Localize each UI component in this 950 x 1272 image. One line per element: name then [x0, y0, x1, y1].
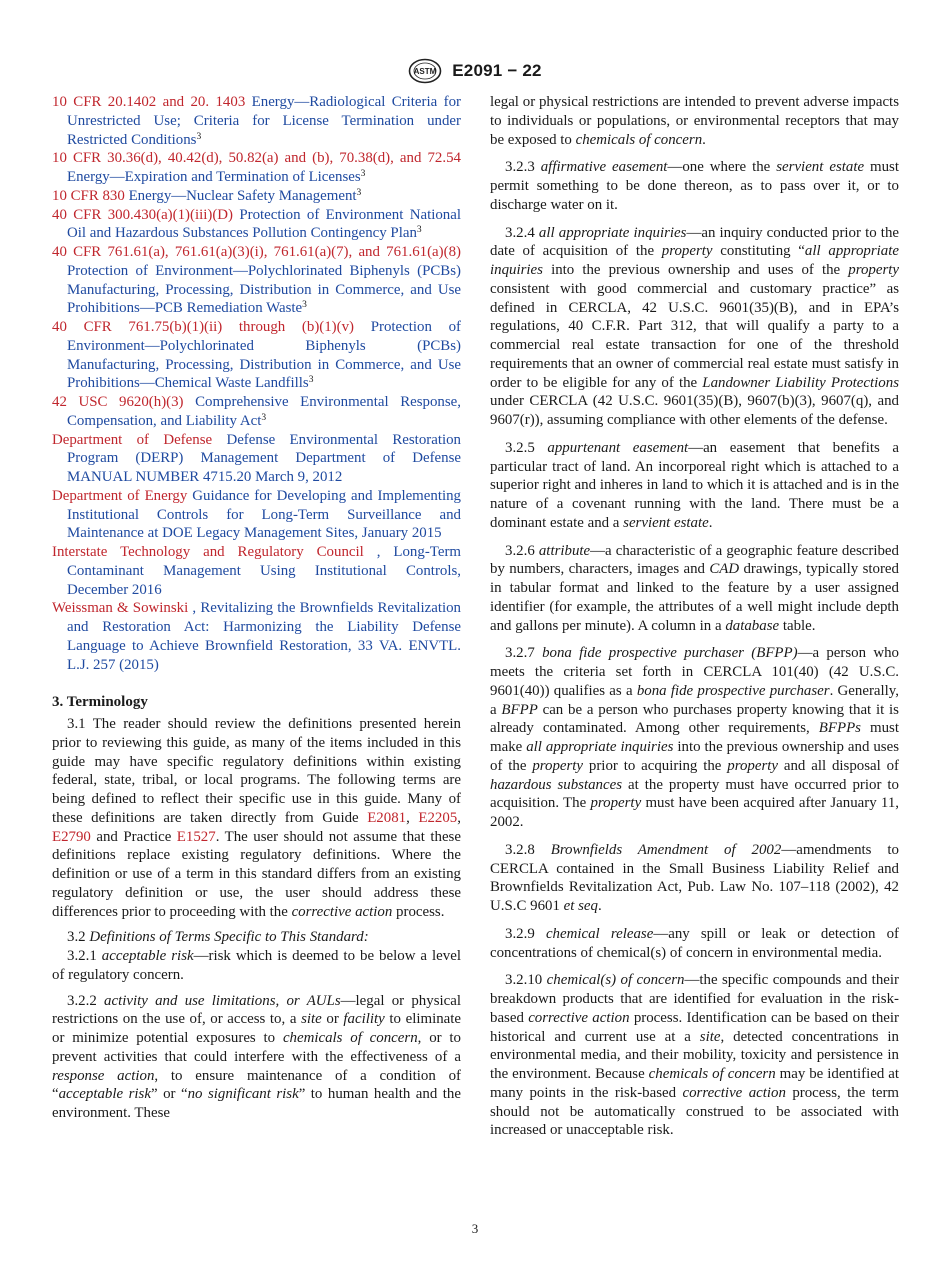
text-run: ” to human health and the environment. These	[52, 1086, 461, 1121]
italic-term: bona fide prospective purchaser	[636, 682, 830, 699]
text-run: to eliminate or minimize potential exposures to	[52, 1011, 462, 1046]
definition-3-2-2-continued	[490, 93, 899, 149]
reference-citation: Interstate Technology and Regulatory Council	[52, 544, 364, 560]
text-run: 3.2.4	[505, 224, 535, 241]
italic-term: bona fide prospective purchaser (BFPP)	[542, 645, 798, 662]
text-run: must have been acquired after January 11, 2002.	[490, 795, 899, 830]
footnote-marker: 3	[360, 169, 366, 179]
text-run: drawings, typically stored in tabular format and linked to the feature by a user assigned identifier (for example, the attributes of a well might include depth and gallons per minute). A column in a	[490, 561, 899, 634]
text-run: . The user should not assume that these definitions replace existing regulatory definitions. Where the definition or use of a term in this standard differs from an existing regulatory definition or use, the user should address these differences prior to proceeding with the	[52, 828, 461, 920]
text-run: can be a person who purchases property knowing that it is already contaminated. Among other requirements,	[490, 701, 899, 737]
reference-link[interactable]: Protection of Environment National Oil and Hazardous Substances Pollution Contingency Plan	[67, 206, 461, 242]
text-run: —any spill or leak or detection of concentrations of chemical(s) of concern in environmental media.	[490, 925, 899, 961]
text-run: table.	[782, 617, 816, 634]
reference-citation: 10 CFR 30.36(d), 40.42(d), 50.82(a) and (b), 70.38(d), and 72.54	[52, 150, 461, 167]
italic-term: BFPPs	[818, 720, 861, 737]
reference-citation: Department of Energy	[52, 487, 188, 504]
italic-term: attribute	[538, 542, 591, 559]
italic-term: CAD	[709, 561, 740, 578]
reference-item	[52, 243, 461, 318]
italic-term: all appropriate inquiries	[490, 243, 899, 278]
text-run: —legal or physical restrictions on the use of, or access to, a	[52, 992, 461, 1028]
reference-link[interactable]: Protection of Environment—Polychlorinated Biphenyls (PCBs) Manufacturing, Processing, Distribution in Commerce, and Use Prohibitions—Chemical Waste Landfills	[67, 319, 461, 392]
text-run: 3.2	[67, 929, 86, 946]
reference-link[interactable]: , Revitalizing the Brownfields Revitalization and Restoration Act: Harmonizing the Liability Defense Language to Achieve Brownfield Restoration, 33 VA. ENVTL. L.J. 257 (2015)	[67, 600, 461, 673]
text-run: , or to prevent activities that could interfere with the effectiveness of a	[52, 1030, 461, 1065]
text-run: and all disposal of	[783, 757, 899, 774]
italic-term: acceptable risk	[101, 948, 194, 964]
italic-term: property	[532, 757, 584, 774]
left-column	[52, 93, 461, 1123]
reference-citation: 40 CFR 300.430(a)(1)(iii)(D)	[52, 206, 233, 223]
italic-term: servient estate	[623, 514, 709, 531]
reference-item	[52, 318, 461, 393]
reference-citation: 10 CFR 830	[52, 187, 125, 204]
text-run: .	[597, 898, 602, 914]
text-run: process. Identification can be based on their historical and current use at a	[490, 1009, 899, 1045]
italic-term: all appropriate inquiries	[538, 224, 687, 241]
italic-term: no significant risk	[187, 1086, 299, 1103]
reference-link[interactable]: Defense Environmental Restoration Program (DERP) Management Department of Defense MANUAL NUMBER 4715.20 March 9, 2012	[67, 431, 461, 485]
text-run: ,	[406, 809, 410, 826]
text-run: or	[326, 1011, 339, 1028]
definition-3-2-1	[52, 947, 461, 985]
italic-term: chemical release	[545, 925, 654, 942]
text-run: 3.1 The reader should review the definitions presented herein prior to reviewing this guide, as many of the items included in this guide may have specific regulatory definitions within existing federal, state, tribal, or local programs. The following terms are being defined to reflect their specific use in this guide. Many of these definitions are taken directly from Guide	[52, 716, 461, 826]
italic-term: et seq	[563, 898, 598, 914]
footnote-marker: 3	[308, 375, 314, 386]
footnote-marker: 3	[302, 300, 307, 311]
reference-citation: Department of Defense	[52, 431, 213, 448]
right-column	[490, 93, 899, 1140]
standard-link-e2205[interactable]: E2205	[418, 809, 458, 826]
page-number: 3	[471, 1221, 479, 1236]
text-run: —one where the	[667, 159, 771, 176]
reference-citation: Weissman & Sowinski	[52, 600, 189, 617]
italic-term: appurtenant easement	[547, 439, 689, 456]
page-header	[0, 58, 950, 84]
definition-3-2-4	[490, 224, 899, 430]
text-run: , detected concentrations in environmental media, and their mobility, toxicity and persistence in the environment. Because	[490, 1028, 899, 1082]
reference-citation: 40 CFR 761.61(a), 761.61(a)(3)(i), 761.61(a)(7), and 761.61(a)(8)	[52, 244, 461, 260]
reference-link[interactable]: Energy—Nuclear Safety Management	[128, 187, 357, 204]
text-run: into the previous ownership and uses of the	[551, 262, 841, 278]
italic-term: BFPP	[501, 701, 538, 718]
definition-3-2-8	[490, 841, 899, 916]
reference-link[interactable]: Comprehensive Environmental Response, Compensation, and Liability Act	[67, 394, 461, 429]
footnote-marker: 3	[416, 225, 422, 236]
text-run: ” or “	[150, 1086, 188, 1103]
italic-term: all appropriate inquiries	[526, 739, 674, 755]
text-run: consistent with good commercial and customary practice” as defined in CERCLA, 42 U.S.C. 9601(35)(B), and in EPA’s regulations, 40 C.F.R. Part 312, that will qualify a party to a commercial real estate transaction for one of the threshold requirements that an owner of commercial real estate must satisfy in order to be eligible for any of the	[490, 280, 899, 391]
italic-term: activity and use limitations, or AULs	[104, 992, 341, 1009]
text-run: must permit something to be done thereon, as to pass over it, or to discharge water on it.	[490, 159, 899, 213]
text-run: —risk which is deemed to be below a level of regulatory concern.	[52, 948, 461, 983]
reference-citation: 10 CFR 20.1402 and 20. 1403	[52, 94, 246, 110]
standard-link-e2790[interactable]: E2790	[52, 828, 91, 845]
reference-item	[52, 599, 461, 674]
astm-logo-icon	[408, 58, 442, 84]
definition-3-2-10	[490, 971, 899, 1140]
text-run: ,	[457, 809, 461, 826]
italic-term: corrective action	[528, 1009, 630, 1026]
paragraph-3-1	[52, 715, 461, 921]
text-run: —an easement that benefits a particular tract of land. An incorporeal right which is attached to a superior right and inheres in land to which it is attached and is in the nature of a covenant running with the land. There must be a dominant estate and a	[490, 439, 899, 531]
reference-link[interactable]: Protection of Environment—Polychlorinated Biphenyls (PCBs) Manufacturing, Processing, Distribution in Commerce, and Use Prohibitions—PCB Remediation Waste	[67, 262, 461, 317]
italic-term: Brownfields Amendment of 2002	[550, 841, 782, 858]
reference-link[interactable]: Energy—Expiration and Termination of Licenses	[67, 169, 361, 185]
text-run: —an inquiry conducted prior to the date of acquisition of the	[490, 224, 899, 260]
definition-3-2-9	[490, 925, 899, 963]
text-run: 3.2.10	[505, 972, 543, 989]
italic-term: property	[727, 757, 778, 774]
text-run: —a person who meets the criteria set forth in CERCLA 101(40) (42 U.S.C. 9601(40)) qualifies as a	[490, 645, 899, 699]
text-run: at the property must have occurred prior to acquisition. The	[490, 776, 899, 812]
italic-term: Definitions of Terms Specific to This Standard:	[89, 929, 369, 946]
footnote-marker: 3	[356, 187, 362, 198]
continued-text: legal or physical restrictions are intended to prevent adverse impacts to individuals or populations, or environmental receptors that may be exposed to	[490, 94, 899, 148]
text-run: constituting “	[720, 243, 805, 260]
text-run: 3.2.3	[505, 159, 535, 176]
text-run: into the previous ownership and uses of the	[490, 739, 899, 774]
section-heading: 3. Terminology	[52, 694, 148, 711]
text-run: 3.2.1	[67, 948, 97, 964]
italic-term: affirmative easement	[540, 159, 668, 176]
text-run: .	[708, 514, 713, 531]
standard-link-e1527[interactable]: E1527	[176, 828, 216, 845]
text-run: . Generally, a	[490, 682, 899, 718]
reference-item	[52, 187, 461, 206]
standard-link-e2081[interactable]: E2081	[367, 809, 407, 826]
definition-3-2-6	[490, 542, 899, 636]
italic-term: chemicals of concern	[575, 131, 703, 148]
italic-term: Landowner Liability Protections	[702, 374, 899, 391]
italic-term: site	[699, 1028, 721, 1045]
text-run: , to ensure maintenance of a condition of “	[52, 1067, 461, 1103]
text-run: 3.2.2	[67, 992, 97, 1009]
text-run: must make	[490, 720, 899, 755]
reference-link[interactable]: Energy—Radiological Criteria for Unrestricted Use; Criteria for License Termination under Restricted Conditions	[67, 94, 461, 148]
text-run: —a characteristic of a geographic feature described by numbers, characters, images and	[490, 542, 899, 578]
text-run: process.	[396, 903, 445, 920]
reference-item	[52, 393, 461, 431]
text-run: 3.2.7	[505, 645, 535, 662]
reference-item	[52, 206, 461, 244]
text-run: 3.2.5	[505, 439, 535, 456]
italic-term: property	[590, 795, 642, 812]
text-run: process, the term should not be automatically construed to be associated with increased or unacceptable risk.	[490, 1084, 899, 1139]
reference-link[interactable]: , Long-Term Contaminant Management Using Institutional Controls, December 2016	[67, 544, 461, 598]
definition-3-2-2	[52, 992, 461, 1123]
reference-item	[52, 93, 461, 149]
reference-item	[52, 543, 461, 599]
text-run: —the specific compounds and their breakdown products that are identified for evaluation in the risk-based	[490, 972, 899, 1026]
footnote-marker: 3	[196, 131, 202, 142]
italic-term: site	[301, 1011, 322, 1028]
text-run: 3.2.8	[505, 841, 535, 858]
reference-item	[52, 431, 461, 487]
italic-term: hazardous substances	[490, 776, 623, 793]
reference-item	[52, 487, 461, 543]
continued-text: .	[702, 131, 706, 148]
footnote-marker: 3	[261, 412, 267, 423]
italic-term: response action	[52, 1067, 155, 1084]
text-run: may be identified at many points in the risk-based	[490, 1066, 900, 1101]
reference-item	[52, 149, 461, 187]
svg-text:ASTM: ASTM	[413, 67, 437, 76]
italic-term: chemicals of concern	[648, 1066, 776, 1082]
italic-term: facility	[343, 1011, 385, 1028]
italic-term: corrective action	[291, 903, 393, 920]
text-run: 3.2.9	[505, 925, 535, 942]
italic-term: chemicals of concern	[282, 1030, 418, 1046]
italic-term: database	[725, 617, 780, 634]
italic-term: servient estate	[776, 159, 865, 176]
text-run: —amendments to CERCLA contained in the Small Business Liability Relief and Brownfields Revitalization Act, Pub. Law No. 107–118 (2002), 42 U.S.C 9601	[490, 841, 899, 914]
reference-citation: 40 CFR 761.75(b)(1)(ii) through (b)(1)(v)	[52, 319, 355, 335]
italic-term: property	[848, 262, 899, 278]
standard-designation: E2091 − 22	[452, 61, 542, 80]
paragraph-3-2	[52, 928, 461, 947]
italic-term: acceptable risk	[58, 1086, 151, 1103]
definition-3-2-5	[490, 439, 899, 533]
definition-3-2-3	[490, 158, 899, 214]
text-run: under CERCLA (42 U.S.C. 9601(35)(B), 9607(b)(3), 9607(q), and 9607(r)), assuming compliance with other elements of the defense.	[490, 393, 899, 428]
italic-term: corrective action	[682, 1084, 786, 1101]
italic-term: chemical(s) of concern	[546, 972, 685, 989]
definition-3-2-7	[490, 644, 899, 832]
reference-link[interactable]: Guidance for Developing and Implementing Institutional Controls for Long-Term Surveillance and Maintenance at DOE Legacy Management Sites, January 2015	[67, 487, 461, 542]
text-run: 3.2.6	[505, 542, 535, 559]
italic-term: property	[661, 243, 713, 260]
text-run: prior to acquiring the	[588, 757, 722, 774]
text-run: and Practice	[96, 828, 172, 845]
reference-citation: 42 USC 9620(h)(3)	[52, 394, 184, 410]
reference-list	[52, 93, 461, 674]
